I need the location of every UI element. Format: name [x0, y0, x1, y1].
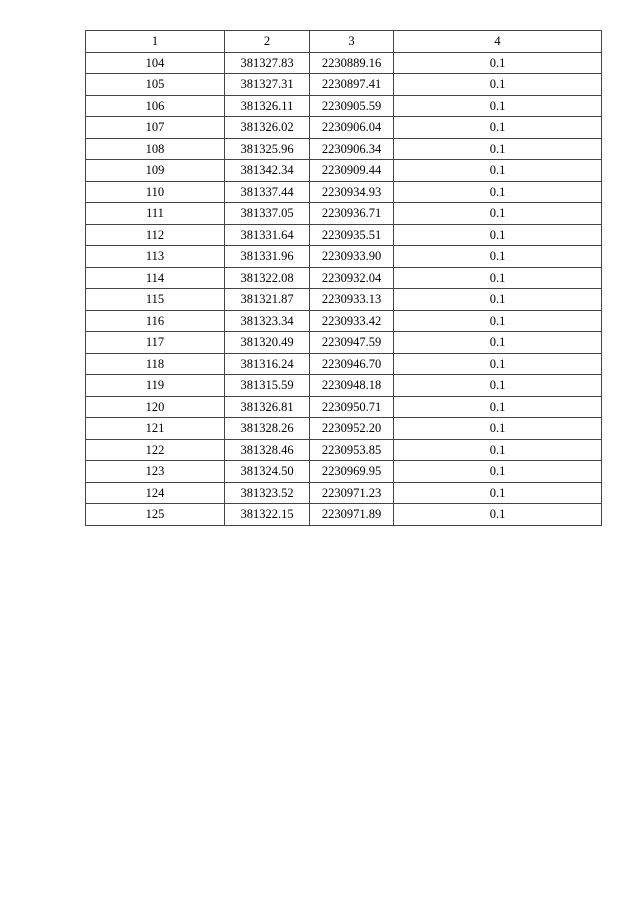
- table-row: [86, 289, 602, 311]
- table-row: [86, 375, 602, 397]
- table-row: [86, 310, 602, 332]
- y-coordinate-cell: 2230933.90: [310, 246, 394, 268]
- y-coordinate-cell: 2230953.85: [310, 439, 394, 461]
- y-coordinate-cell: 2230971.23: [310, 482, 394, 504]
- x-coordinate-cell: 381323.34: [225, 310, 310, 332]
- table-row: [86, 396, 602, 418]
- x-coordinate-cell: 381320.49: [225, 332, 310, 354]
- x-coordinate-cell: 381322.08: [225, 267, 310, 289]
- header-row: [86, 31, 602, 53]
- accuracy-cell: 0.1: [394, 74, 602, 96]
- point-number-cell: 115: [86, 289, 225, 311]
- table-row: [86, 224, 602, 246]
- x-coordinate-cell: 381326.11: [225, 95, 310, 117]
- y-coordinate-cell: 2230969.95: [310, 461, 394, 483]
- y-coordinate-cell: 2230905.59: [310, 95, 394, 117]
- x-coordinate-cell: 381316.24: [225, 353, 310, 375]
- coordinates-table: [85, 30, 602, 526]
- accuracy-cell: 0.1: [394, 418, 602, 440]
- accuracy-cell: 0.1: [394, 181, 602, 203]
- table-row: [86, 95, 602, 117]
- y-coordinate-cell: 2230934.93: [310, 181, 394, 203]
- point-number-cell: 114: [86, 267, 225, 289]
- point-number-cell: 121: [86, 418, 225, 440]
- point-number-cell: 106: [86, 95, 225, 117]
- x-coordinate-cell: 381342.34: [225, 160, 310, 182]
- table-row: [86, 74, 602, 96]
- table-row: [86, 203, 602, 225]
- point-number-cell: 122: [86, 439, 225, 461]
- accuracy-cell: 0.1: [394, 375, 602, 397]
- y-coordinate-cell: 2230947.59: [310, 332, 394, 354]
- table-row: [86, 504, 602, 526]
- x-coordinate-cell: 381325.96: [225, 138, 310, 160]
- y-coordinate-cell: 2230950.71: [310, 396, 394, 418]
- accuracy-cell: 0.1: [394, 396, 602, 418]
- accuracy-cell: 0.1: [394, 353, 602, 375]
- y-coordinate-cell: 2230897.41: [310, 74, 394, 96]
- x-coordinate-cell: 381327.83: [225, 52, 310, 74]
- y-coordinate-cell: 2230906.34: [310, 138, 394, 160]
- point-number-cell: 111: [86, 203, 225, 225]
- y-coordinate-cell: 2230909.44: [310, 160, 394, 182]
- point-number-cell: 109: [86, 160, 225, 182]
- table-row: [86, 353, 602, 375]
- accuracy-cell: 0.1: [394, 461, 602, 483]
- point-number-cell: 120: [86, 396, 225, 418]
- table-body: [86, 52, 602, 525]
- y-coordinate-cell: 2230936.71: [310, 203, 394, 225]
- header-cell-3: 3: [310, 31, 394, 53]
- x-coordinate-cell: 381323.52: [225, 482, 310, 504]
- point-number-cell: 125: [86, 504, 225, 526]
- accuracy-cell: 0.1: [394, 482, 602, 504]
- table-row: [86, 461, 602, 483]
- table-row: [86, 246, 602, 268]
- point-number-cell: 112: [86, 224, 225, 246]
- table-header: [86, 31, 602, 53]
- header-cell-1: 1: [86, 31, 225, 53]
- point-number-cell: 105: [86, 74, 225, 96]
- table-row: [86, 181, 602, 203]
- table-row: [86, 52, 602, 74]
- accuracy-cell: 0.1: [394, 117, 602, 139]
- accuracy-cell: 0.1: [394, 160, 602, 182]
- x-coordinate-cell: 381337.44: [225, 181, 310, 203]
- x-coordinate-cell: 381326.02: [225, 117, 310, 139]
- y-coordinate-cell: 2230906.04: [310, 117, 394, 139]
- accuracy-cell: 0.1: [394, 52, 602, 74]
- x-coordinate-cell: 381331.64: [225, 224, 310, 246]
- y-coordinate-cell: 2230889.16: [310, 52, 394, 74]
- accuracy-cell: 0.1: [394, 246, 602, 268]
- x-coordinate-cell: 381321.87: [225, 289, 310, 311]
- x-coordinate-cell: 381324.50: [225, 461, 310, 483]
- point-number-cell: 110: [86, 181, 225, 203]
- y-coordinate-cell: 2230952.20: [310, 418, 394, 440]
- table-row: [86, 332, 602, 354]
- y-coordinate-cell: 2230935.51: [310, 224, 394, 246]
- table-row: [86, 160, 602, 182]
- table-row: [86, 439, 602, 461]
- accuracy-cell: 0.1: [394, 504, 602, 526]
- y-coordinate-cell: 2230971.89: [310, 504, 394, 526]
- y-coordinate-cell: 2230933.13: [310, 289, 394, 311]
- accuracy-cell: 0.1: [394, 289, 602, 311]
- accuracy-cell: 0.1: [394, 138, 602, 160]
- header-cell-4: 4: [394, 31, 602, 53]
- y-coordinate-cell: 2230933.42: [310, 310, 394, 332]
- accuracy-cell: 0.1: [394, 439, 602, 461]
- table-row: [86, 267, 602, 289]
- y-coordinate-cell: 2230932.04: [310, 267, 394, 289]
- point-number-cell: 116: [86, 310, 225, 332]
- accuracy-cell: 0.1: [394, 310, 602, 332]
- y-coordinate-cell: 2230948.18: [310, 375, 394, 397]
- x-coordinate-cell: 381315.59: [225, 375, 310, 397]
- y-coordinate-cell: 2230946.70: [310, 353, 394, 375]
- point-number-cell: 104: [86, 52, 225, 74]
- table-row: [86, 138, 602, 160]
- header-cell-2: 2: [225, 31, 310, 53]
- x-coordinate-cell: 381322.15: [225, 504, 310, 526]
- accuracy-cell: 0.1: [394, 224, 602, 246]
- x-coordinate-cell: 381328.46: [225, 439, 310, 461]
- accuracy-cell: 0.1: [394, 332, 602, 354]
- accuracy-cell: 0.1: [394, 95, 602, 117]
- point-number-cell: 117: [86, 332, 225, 354]
- point-number-cell: 108: [86, 138, 225, 160]
- x-coordinate-cell: 381327.31: [225, 74, 310, 96]
- accuracy-cell: 0.1: [394, 203, 602, 225]
- table-row: [86, 482, 602, 504]
- table-row: [86, 418, 602, 440]
- x-coordinate-cell: 381337.05: [225, 203, 310, 225]
- point-number-cell: 124: [86, 482, 225, 504]
- point-number-cell: 119: [86, 375, 225, 397]
- x-coordinate-cell: 381328.26: [225, 418, 310, 440]
- point-number-cell: 123: [86, 461, 225, 483]
- x-coordinate-cell: 381331.96: [225, 246, 310, 268]
- point-number-cell: 113: [86, 246, 225, 268]
- accuracy-cell: 0.1: [394, 267, 602, 289]
- x-coordinate-cell: 381326.81: [225, 396, 310, 418]
- point-number-cell: 118: [86, 353, 225, 375]
- point-number-cell: 107: [86, 117, 225, 139]
- table-row: [86, 117, 602, 139]
